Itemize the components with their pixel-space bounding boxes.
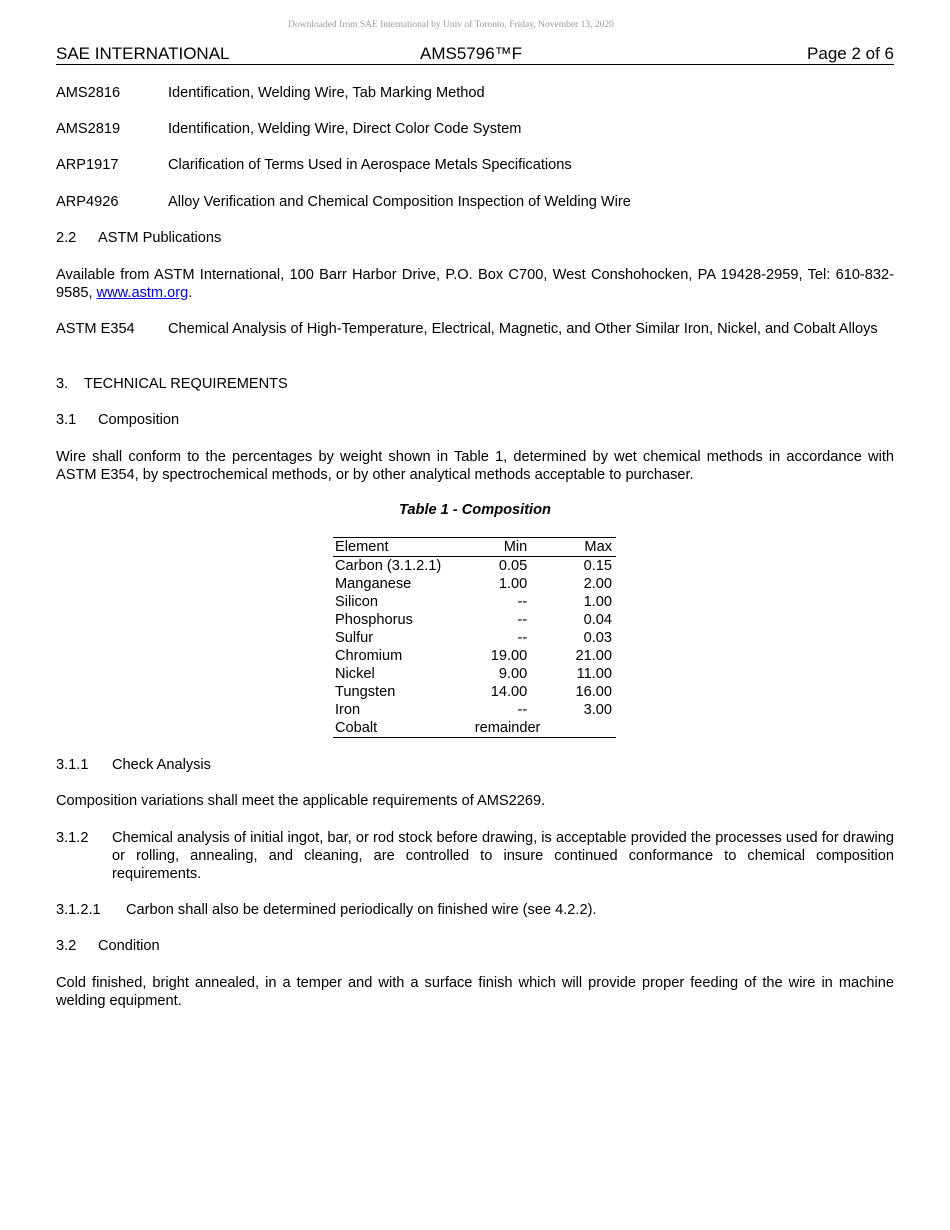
reference-row-astm [56, 320, 894, 356]
table-row-remainder [333, 719, 616, 738]
reference-title: Clarification of Terms Used in Aerospace Metals Specifications [168, 157, 572, 173]
section-number: 3.1 [56, 412, 77, 428]
reference-row [56, 193, 894, 211]
cell-min: -- [517, 630, 528, 646]
table-row [333, 557, 616, 576]
table-row [333, 629, 616, 647]
cell-max: 3.00 [583, 702, 612, 718]
cell-element: Chromium [335, 648, 403, 664]
cell-min: -- [517, 612, 528, 628]
reference-row [56, 84, 894, 102]
table-header-row [333, 538, 616, 557]
composition-paragraph: Wire shall conform to the percentages by weight shown in Table 1, determined by wet chemical methods in accordance with ASTM E354, by spectrochemical methods, or by other analytical methods acceptable to purchaser. [56, 449, 894, 483]
section-number: 3.1.1 [56, 757, 89, 773]
section-title: Condition [98, 938, 160, 954]
cell-max: 0.15 [583, 558, 612, 574]
cell-max: 0.03 [583, 630, 612, 646]
cell-min: 14.00 [490, 684, 528, 700]
table-row [333, 611, 616, 629]
reference-code: ARP1917 [56, 157, 119, 173]
page-header [56, 44, 894, 65]
table-row [333, 665, 616, 683]
reference-title: Chemical Analysis of High-Temperature, Electrical, Magnetic, and Other Similar Iron, Nickel, and Cobalt Alloys [168, 321, 878, 337]
download-watermark: Downloaded from SAE International by Univ of Toronto, Friday, November 13, 2020 [288, 20, 614, 30]
cell-max: 21.00 [575, 648, 612, 664]
cell-max: 1.00 [583, 594, 612, 610]
reference-code: AMS2816 [56, 85, 121, 101]
clause-number: 3.1.2.1 [56, 902, 101, 918]
table-row [333, 593, 616, 611]
cell-element: Sulfur [335, 630, 374, 646]
section-title: Check Analysis [112, 757, 211, 773]
cell-remainder [474, 719, 616, 738]
column-header-min: Min [482, 538, 528, 557]
reference-title: Identification, Welding Wire, Tab Marking Method [168, 85, 485, 101]
table-row [333, 575, 616, 593]
cell-max: 11.00 [576, 666, 612, 682]
section-number: 2.2 [56, 230, 77, 246]
remainder-text: remainder [474, 720, 541, 736]
reference-row [56, 120, 894, 138]
cell-min: 0.05 [498, 558, 528, 574]
cell-element: Tungsten [335, 684, 396, 700]
astm-website-link[interactable]: www.astm.org [96, 285, 189, 301]
section-heading-technical [56, 375, 894, 393]
reference-code: AMS2819 [56, 121, 121, 137]
reference-code: ASTM E354 [56, 321, 135, 337]
section-title: ASTM Publications [98, 230, 222, 246]
cell-element: Carbon (3.1.2.1) [335, 558, 442, 574]
clause-3-1-2-1 [56, 901, 894, 919]
section-heading-check-analysis [56, 756, 894, 774]
clause-text: Chemical analysis of initial ingot, bar, or rod stock before drawing, is acceptable provided the processes used for drawing or rolling, annealing, and cleaning, are controlled to insure continued conformance to chemical composition requirements. [112, 830, 894, 882]
cell-min: 9.00 [498, 666, 528, 682]
cell-min: -- [517, 702, 528, 718]
cell-element: Manganese [335, 576, 412, 592]
section-heading-astm [56, 229, 894, 247]
clause-3-1-2 [56, 829, 894, 883]
table-title: Table 1 - Composition [399, 502, 551, 518]
section-number: 3. [56, 376, 69, 392]
availability-text: Available from ASTM International, 100 Barr Harbor Drive, P.O. Box C700, West Conshohocken, PA 19428-2959, Tel: 610-832-9585, [56, 267, 894, 301]
column-header-max: Max [527, 538, 616, 557]
table-row [333, 701, 616, 719]
cell-element: Iron [335, 702, 361, 718]
cell-min: -- [517, 594, 528, 610]
cell-element: Nickel [335, 666, 375, 682]
reference-row [56, 156, 894, 174]
header-document-number: AMS5796™F [420, 44, 523, 63]
section-title: TECHNICAL REQUIREMENTS [84, 376, 288, 392]
check-analysis-paragraph: Composition variations shall meet the applicable requirements of AMS2269. [56, 793, 546, 809]
table-row [333, 647, 616, 665]
clause-text: Carbon shall also be determined periodically on finished wire (see 4.2.2). [126, 902, 597, 918]
cell-element: Cobalt [333, 719, 482, 738]
trailing-period: . [188, 285, 193, 301]
condition-paragraph: Cold finished, bright annealed, in a temper and with a surface finish which will provide proper feeding of the wire in machine welding equipment. [56, 975, 894, 1009]
header-organization: SAE INTERNATIONAL [56, 44, 230, 63]
header-page-number: Page 2 of 6 [807, 44, 894, 63]
column-header-element: Element [333, 538, 482, 557]
reference-code: ARP4926 [56, 194, 119, 210]
cell-min: 1.00 [498, 576, 528, 592]
reference-title: Identification, Welding Wire, Direct Color Code System [168, 121, 522, 137]
cell-max: 2.00 [583, 576, 612, 592]
astm-availability-paragraph [56, 266, 894, 302]
cell-max: 16.00 [575, 684, 612, 700]
section-number: 3.2 [56, 938, 77, 954]
cell-min: 19.00 [490, 648, 528, 664]
table-row [333, 683, 616, 701]
cell-element: Phosphorus [335, 612, 413, 628]
composition-table [333, 537, 616, 738]
section-title: Composition [98, 412, 180, 428]
clause-number: 3.1.2 [56, 830, 89, 846]
cell-max: 0.04 [583, 612, 612, 628]
section-heading-condition [56, 937, 894, 955]
cell-element: Silicon [335, 594, 378, 610]
reference-title: Alloy Verification and Chemical Composition Inspection of Welding Wire [168, 194, 631, 210]
section-heading-composition [56, 411, 894, 429]
